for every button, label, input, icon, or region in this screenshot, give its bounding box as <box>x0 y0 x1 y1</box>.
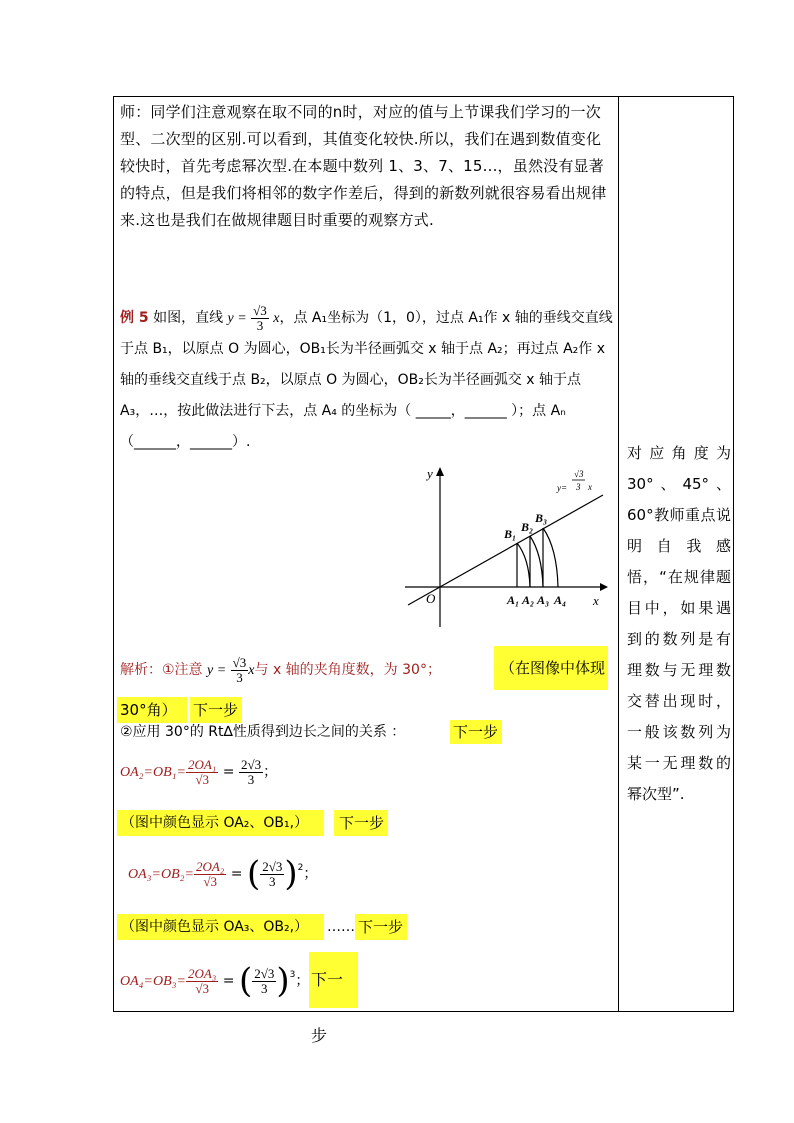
eq1-equals: = <box>222 764 235 780</box>
eq2-equals: = <box>230 866 243 882</box>
fraction-denominator: 3 <box>269 873 276 889</box>
fraction-numerator: 2√3 <box>262 858 283 874</box>
example-label: 例 5 <box>120 310 149 326</box>
example-5-problem <box>120 303 615 458</box>
eq2-end: ； <box>303 866 318 882</box>
example-body: ，点 A₁坐标为（1，0），过点 A₁作 x 轴的垂线交直线于点 B₁，以原点 O 为圆心，OB₁长为半径画弧交 x 轴于点 A₂；再过点 A₂作 x 轴的垂线交直线于点 B₂，以原点 O 为圆心，OB₂长为半径画弧交 x 轴于点 A₃，…，按此做法进行下去，点 A₄ 的坐标为（ _____，______ ）；点 Aₙ（______，______）. <box>120 310 613 450</box>
fraction-denominator: √3 <box>195 771 209 787</box>
fraction-numerator: 2OA₂ <box>195 858 225 874</box>
teacher-paragraph: 师：同学们注意观察在取不同的n时，对应的值与上节课我们学习的一次型、二次型的区别.可以看到，其值变化较快.所以，我们在遇到数值变化较快时，首先考虑幂次型.在本题中数列 1、3、7、15...，虽然没有显著的特点，但是我们将相邻的数字作差后，得到的新数列就很容易看出规律来.这也是我们在做规律题目时重要的观察方式. <box>120 103 607 229</box>
highlight-oa3-ob2: （图中颜色显示 OA₃、OB₂,） <box>117 914 324 940</box>
y-axis-label: y <box>427 466 433 481</box>
eq3-equals: = <box>222 973 235 989</box>
highlight-oa2-ob1: （图中颜色显示 OA₂、OB₁,） <box>117 810 324 836</box>
fraction-numerator: 2OA₁ <box>187 756 217 772</box>
fraction-numerator: 2√3 <box>240 756 262 772</box>
eq1-lhs: OA₂=OB₁= <box>120 765 186 780</box>
equation-3 <box>120 955 309 1007</box>
next-step-button-4[interactable]: 下一步 <box>355 914 407 940</box>
fraction-denominator: 3 <box>247 771 255 787</box>
highlight-30-angle: 30°角） <box>117 697 187 723</box>
left-paren-icon: ( <box>238 961 253 1001</box>
label-b2: B₂ <box>521 520 534 534</box>
eq3-fraction-1 <box>186 967 218 996</box>
fraction-numerator: √3 <box>253 302 267 318</box>
y-axis-arrow-icon <box>436 467 444 476</box>
eq2-fraction-1 <box>194 860 226 889</box>
figure-line-label-lhs: y= <box>557 483 568 493</box>
fraction-numerator: 2OA₃ <box>187 965 217 981</box>
equation-2 <box>128 848 317 900</box>
analysis-line-1 <box>120 650 441 690</box>
origin-label: O <box>426 591 436 606</box>
label-b3: B₃ <box>535 511 548 525</box>
figure-line-label-num: √3 <box>574 469 584 479</box>
line-y-sqrt3-over-3-x <box>408 495 603 605</box>
eq3-lhs: OA₄=OB₃= <box>120 974 186 989</box>
analysis-fraction <box>231 656 249 685</box>
analysis-line-3: ②应用 30°的 Rt∆性质得到边长之间的关系 ： <box>120 724 406 740</box>
label-a2: A₂ <box>522 593 535 607</box>
eq3-end: ； <box>295 973 310 989</box>
fraction-numerator: √3 <box>232 654 247 670</box>
example-line-fraction <box>251 304 269 333</box>
arc-b3-a4 <box>543 528 558 587</box>
label-a4: A₄ <box>554 593 567 607</box>
eq2-power: 2 <box>297 863 304 873</box>
label-a3: A₃ <box>537 593 550 607</box>
x-axis-label: x <box>593 593 599 608</box>
figure-line-label-den: 3 <box>576 482 581 492</box>
eq3-fraction-2 <box>252 967 276 996</box>
fraction-denominator: 3 <box>261 980 268 996</box>
equation-1 <box>120 752 277 792</box>
fraction-denominator: 3 <box>236 669 243 685</box>
geometry-figure <box>400 462 615 632</box>
arc-b1-a2 <box>517 543 530 587</box>
analysis-y: y = <box>207 663 227 678</box>
left-paren-icon: ( <box>246 854 261 894</box>
example-line-lhs: y = <box>227 311 247 326</box>
fraction-denominator: √3 <box>203 873 217 889</box>
next-step-button-2[interactable]: 下一步 <box>450 720 502 744</box>
analysis-prefix: 解析：①注意 <box>120 662 203 678</box>
highlight-show-angle: （在图像中体现 <box>494 646 608 690</box>
x-axis-arrow-icon <box>600 583 608 591</box>
eq1-end: ； <box>263 764 278 780</box>
label-b1: B₁ <box>504 527 517 541</box>
example-line-var: x <box>273 311 280 326</box>
figure-line-label-var: x <box>588 482 592 492</box>
eq1-fraction-2 <box>239 758 263 787</box>
fraction-numerator: 2√3 <box>254 965 275 981</box>
ellipsis: …… <box>327 919 355 935</box>
eq3-power: 3 <box>289 970 296 980</box>
label-a1: A₁ <box>507 593 520 607</box>
fraction-denominator: √3 <box>195 980 209 996</box>
right-paren-icon: ) <box>276 961 290 1001</box>
next-step-button-1[interactable]: 下一步 <box>190 697 242 723</box>
fraction-denominator: 3 <box>256 317 264 333</box>
analysis-x: x <box>248 663 255 678</box>
right-paren-icon: ) <box>284 854 298 894</box>
next-step-button-5[interactable]: 下一步 <box>309 952 358 1008</box>
eq2-fraction-2 <box>260 860 284 889</box>
analysis-angle-text: 与 x 轴的夹角度数，为 30°； <box>254 662 441 678</box>
eq1-fraction-1 <box>186 758 218 787</box>
next-step-button-3[interactable]: 下一步 <box>334 810 388 836</box>
example-intro: 如图，直线 <box>153 310 224 326</box>
eq2-lhs: OA₃=OB₂= <box>128 867 194 882</box>
teacher-sidebar-note: 对应角度为 30°、45°、60°教师重点说明自我感悟，“在规律题目中，如果遇到的数列是有理数与无理数交替出现时，一般该数列为某一无理数的幂次型”. <box>627 444 731 803</box>
arc-b2-a3 <box>530 536 543 587</box>
